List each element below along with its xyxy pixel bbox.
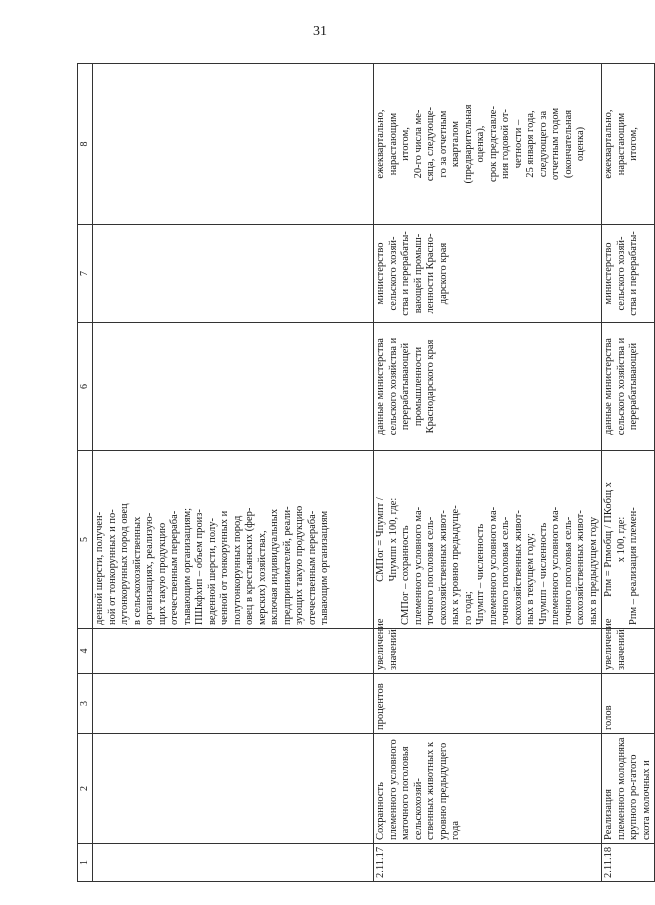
column-header: 5 — [78, 451, 93, 629]
text-line: х 100, где: — [615, 516, 627, 563]
table-cell — [93, 674, 374, 734]
row-number: 2.11.17 — [374, 844, 602, 882]
data-source: данные министерства сельского хозяйства и перерабатывающей — [602, 323, 655, 451]
table-cell — [93, 323, 374, 451]
text-line: лутонкорунных пород овец — [119, 503, 130, 625]
indicators-table — [77, 63, 655, 882]
trend-direction: увеличение значений — [602, 629, 655, 674]
text-line: Чпумпп х 100, где: — [387, 497, 399, 582]
continuation-row — [93, 64, 374, 882]
text-line: мерских) хозяйствах, — [256, 530, 268, 625]
text-line: кварталом — [450, 120, 461, 168]
text-line: в сельскохозяйственных — [131, 516, 143, 625]
table-cell — [93, 844, 374, 882]
text-line: 25 января года, — [525, 110, 536, 178]
table-cell — [93, 64, 374, 225]
text-line: сяца, следующе- — [425, 106, 436, 182]
text-line: нарастающим — [387, 112, 399, 176]
column-header: 6 — [78, 323, 93, 451]
text-line: организациях, реализую- — [144, 512, 155, 625]
text-line: срок представле- — [487, 106, 499, 182]
text-line: ных в текущем году; — [525, 533, 536, 625]
table-cell — [93, 225, 374, 323]
text-line: скохозяйственных живот- — [575, 510, 586, 625]
text-line: тывающим организациям; — [181, 507, 193, 625]
calculation-formula — [602, 451, 655, 629]
column-header: 1 — [78, 844, 93, 882]
text-line: итогом, — [400, 127, 411, 161]
responsible-body: министерство сельского хозяй-ства и перерабаты- — [602, 225, 655, 323]
text-line: Рпм – реализация племен- — [628, 507, 639, 625]
column-header: 4 — [78, 629, 93, 674]
text-line: щих такую продукцию — [156, 522, 168, 625]
text-line: го года; — [462, 591, 474, 625]
text-line: тывающим организациям — [319, 510, 330, 625]
row-number: 2.11.18 — [602, 844, 655, 882]
column-number-row — [78, 64, 93, 882]
unit-of-measure: процентов — [374, 674, 602, 734]
calculation-formula — [374, 451, 602, 629]
text-line: оценка), — [475, 125, 486, 163]
text-line: ния годовой от- — [500, 109, 511, 179]
rotated-table-container — [77, 64, 652, 882]
text-line: го за отчетным — [437, 110, 449, 178]
text-line: племенного условного ма- — [412, 506, 424, 625]
indicator-name: Реализация племенного молодняка крупного ро-гатого скота молочных и — [602, 734, 655, 844]
text-line: отечественным перераба- — [306, 510, 318, 625]
text-line: отчетным годом — [550, 107, 561, 181]
unit-of-measure: голов — [602, 674, 655, 734]
reporting-period — [602, 64, 655, 225]
text-line: Чпумпп – численность — [537, 522, 549, 625]
text-line: племенного условного ма- — [487, 506, 499, 625]
text-line: отечественным перераба- — [169, 510, 180, 625]
table-cell — [93, 734, 374, 844]
text-line: итогом, — [628, 127, 639, 161]
text-line: полутонкорунных пород — [231, 515, 243, 625]
data-source: данные министерства сельского хозяйства и перерабатывающей промышленности Краснодарского края — [374, 323, 602, 451]
text-line: точного поголовья сель- — [500, 516, 511, 625]
text-line: СМПог = Чпумпт / — [375, 497, 386, 582]
text-line: ежеквартально, — [375, 109, 386, 179]
text-line: денной шерсти, получен- — [94, 511, 105, 625]
text-line: зующих такую продукцию — [294, 505, 305, 625]
table-cell — [93, 629, 374, 674]
text-line: включая индивидуальных — [269, 508, 280, 625]
text-line: ПШкфхип – объем произ- — [194, 509, 205, 625]
text-line: (предварительная — [462, 104, 474, 184]
text-line: нарастающим — [615, 112, 627, 176]
text-line: четности – — [512, 119, 524, 169]
text-line: точного поголовья сель- — [562, 516, 574, 625]
text-line: следующего за — [537, 110, 549, 178]
rotated-table-area — [77, 64, 652, 882]
table-row — [374, 64, 602, 882]
text-line: точного поголовья сель- — [425, 516, 436, 625]
indicator-name: Сохранность племенного условного маточного поголовья сельскохозяй-ственных животных к уровню предыдущего года — [374, 734, 602, 844]
text-line: ной от тонкорунных и по- — [106, 509, 118, 625]
text-line: Чпумпт – численность — [475, 523, 486, 625]
text-line: ченной от тонкорунных и — [219, 510, 230, 625]
text-line: Рпм = Рпмобщ / ПКобщ х — [603, 482, 614, 597]
text-line: (окончательная — [562, 109, 574, 179]
reporting-period — [374, 64, 602, 225]
text-line: предпринимателей, реали- — [281, 506, 293, 625]
column-header: 3 — [78, 674, 93, 734]
text-line: веденной шерсти, полу- — [206, 518, 218, 625]
text-line: 20-го числа ме- — [412, 109, 424, 179]
column-header: 7 — [78, 225, 93, 323]
text-line: овец в крестьянских (фер- — [244, 507, 255, 625]
text-line: СМПог – сохранность — [400, 525, 411, 625]
trend-direction: увеличение значений — [374, 629, 602, 674]
text-line: скохозяйственных живот- — [512, 510, 524, 625]
column-header: 2 — [78, 734, 93, 844]
text-line: ных к уровню предыдуще- — [450, 505, 461, 625]
text-line: скохозяйственных живот- — [437, 510, 449, 625]
text-line: оценка) — [575, 126, 586, 162]
page-number: 31 — [313, 24, 327, 39]
text-line: ных в предыдущем году — [587, 516, 599, 625]
responsible-body: министерство сельского хозяй-ства и перерабаты-вающей промыш-ленности Красно-дарского края — [374, 225, 602, 323]
formula-continuation-cell — [93, 451, 374, 629]
table-row — [602, 64, 655, 882]
text-line: ежеквартально, — [603, 109, 614, 179]
column-header: 8 — [78, 64, 93, 225]
text-line: племенного условного ма- — [550, 506, 561, 625]
